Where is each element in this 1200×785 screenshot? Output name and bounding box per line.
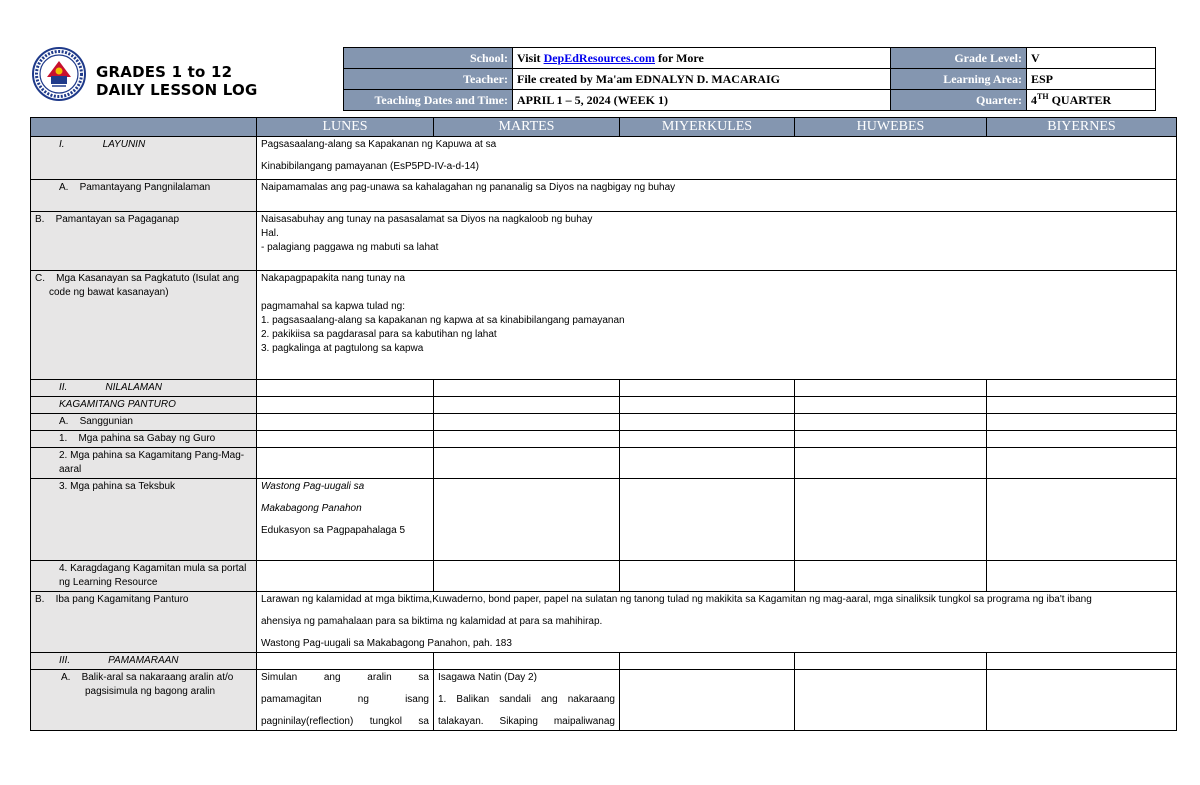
- teaching-dates-value: APRIL 1 – 5, 2024 (WEEK 1): [513, 90, 891, 111]
- deped-seal-logo: [32, 47, 86, 101]
- cell: [257, 397, 434, 414]
- balik-aral-martes: Isagawa Natin (Day 2) 1. Balikan sandali ang nakaraang talakayan. Sikaping maipaliwanag: [434, 670, 620, 731]
- lesson-info-table: [343, 47, 1156, 111]
- balik-aral-lunes: Simulan ang aralin sa pamamagitan ng isang pagninilay(reflection) tungkol sa: [257, 670, 434, 731]
- page-title: [96, 63, 258, 99]
- grade-level-label: Grade Level:: [891, 48, 1027, 69]
- cell: [987, 479, 1177, 561]
- school-value: Visit DepEdResources.com for More: [513, 48, 891, 69]
- row-label-kagamitan: KAGAMITANG PANTURO: [31, 397, 257, 414]
- cell: [620, 397, 795, 414]
- cell: [795, 653, 987, 670]
- day-header-huwebes: HUWEBES: [795, 118, 987, 137]
- quarter-value: 4TH QUARTER: [1027, 90, 1156, 111]
- table-row: [31, 592, 1177, 653]
- table-row: [31, 670, 1177, 731]
- day-header-row: [31, 118, 1177, 137]
- cell: [795, 380, 987, 397]
- cell: [434, 397, 620, 414]
- cell: [620, 414, 795, 431]
- cell: [620, 561, 795, 592]
- learning-area-value: ESP: [1027, 69, 1156, 90]
- pangnilalaman-content: Naipamamalas ang pag-unawa sa kahalagahan ng pananalig sa Diyos na nagbigay ng buhay: [257, 180, 1177, 212]
- cell: [987, 414, 1177, 431]
- row-label-layunin: I. LAYUNIN: [31, 137, 257, 180]
- row-label-iba-pa: B. Iba pang Kagamitang Panturo: [31, 592, 257, 653]
- cell: [434, 561, 620, 592]
- cell: [257, 431, 434, 448]
- cell: [434, 448, 620, 479]
- cell: [620, 670, 795, 731]
- cell: [257, 414, 434, 431]
- day-header-lunes: LUNES: [257, 118, 434, 137]
- quarter-label: Quarter:: [891, 90, 1027, 111]
- kasanayan-content: Nakapagpapakita nang tunay na pagmamahal sa kapwa tulad ng: 1. pagsasaalang-alang sa kapakanan ng kapwa at sa kinabibilangang pamayanan 2. pakikiisa sa pagdarasal para sa kabutihan ng lahat 3. pagkalinga at pagtulong sa kapwa: [257, 271, 1177, 380]
- table-row: [31, 397, 1177, 414]
- pagganap-content: Naisasabuhay ang tunay na pasasalamat sa Diyos na nagkaloob ng buhay Hal. - palagiang paggawa ng mabuti sa lahat: [257, 212, 1177, 271]
- cell: [620, 380, 795, 397]
- row-label-pangnilalaman: A. Pamantayang Pangnilalaman: [31, 180, 257, 212]
- cell: [257, 380, 434, 397]
- iba-pa-content: Larawan ng kalamidad at mga biktima,Kuwaderno, bond paper, papel na sulatan ng tanong tulad ng makikita sa Kagamitan ng mag-aaral, mga sinaliksik tungkol sa programa ng iba't ibang ahensiya ng pamahalaan para sa biktima ng kalamidad at para sa mahihirap. Wastong Pag-uugali sa Makabagong Panahon, pah. 183: [257, 592, 1177, 653]
- table-row: [31, 479, 1177, 561]
- corner-cell: [31, 118, 257, 137]
- table-row: [31, 561, 1177, 592]
- table-row: [31, 380, 1177, 397]
- row-label-pamamaraan: III. PAMAMARAAN: [31, 653, 257, 670]
- table-row: [31, 448, 1177, 479]
- cell: [795, 561, 987, 592]
- table-row: [31, 653, 1177, 670]
- table-row: [31, 271, 1177, 380]
- cell: [795, 414, 987, 431]
- cell: [795, 479, 987, 561]
- cell: [987, 448, 1177, 479]
- cell: [620, 448, 795, 479]
- cell: [987, 397, 1177, 414]
- cell: [795, 670, 987, 731]
- cell: [620, 653, 795, 670]
- school-label: School:: [344, 48, 513, 69]
- row-label-nilalaman: II. NILALAMAN: [31, 380, 257, 397]
- cell: [434, 479, 620, 561]
- row-label-sanggunian: A. Sanggunian: [31, 414, 257, 431]
- cell: [987, 431, 1177, 448]
- teacher-value: File created by Ma'am EDNALYN D. MACARAIG: [513, 69, 891, 90]
- cell: [987, 380, 1177, 397]
- cell: [987, 670, 1177, 731]
- cell: [434, 653, 620, 670]
- day-header-martes: MARTES: [434, 118, 620, 137]
- day-header-miyerkules: MIYERKULES: [620, 118, 795, 137]
- row-label-karagdagang: 4. Karagdagang Kagamitan mula sa portal ng Learning Resource: [31, 561, 257, 592]
- row-label-balik-aral: A. Balik-aral sa nakaraang aralin at/o pagsisimula ng bagong aralin: [31, 670, 257, 731]
- table-row: [31, 414, 1177, 431]
- cell: [257, 561, 434, 592]
- teaching-dates-label: Teaching Dates and Time:: [344, 90, 513, 111]
- row-label-gabay: 1. Mga pahina sa Gabay ng Guro: [31, 431, 257, 448]
- grade-level-value: V: [1027, 48, 1156, 69]
- cell: [795, 431, 987, 448]
- title-line-1: GRADES 1 to 12: [96, 63, 233, 81]
- cell: [620, 479, 795, 561]
- cell: [987, 653, 1177, 670]
- row-label-pagganap: B. Pamantayan sa Pagaganap: [31, 212, 257, 271]
- cell: [257, 653, 434, 670]
- cell: [795, 448, 987, 479]
- day-header-biyernes: BIYERNES: [987, 118, 1177, 137]
- table-row: [31, 137, 1177, 180]
- depedresources-link[interactable]: DepEdResources.com: [543, 50, 655, 65]
- cell: [434, 380, 620, 397]
- teksbuk-lunes: Wastong Pag-uugali sa Makabagong Panahon Edukasyon sa Pagpapahalaga 5: [257, 479, 434, 561]
- row-label-kagamitang-pang: 2. Mga pahina sa Kagamitang Pang-Mag-aaral: [31, 448, 257, 479]
- teacher-label: Teacher:: [344, 69, 513, 90]
- cell: [987, 561, 1177, 592]
- learning-area-label: Learning Area:: [891, 69, 1027, 90]
- lesson-log-table: [30, 117, 1177, 731]
- cell: [434, 431, 620, 448]
- cell: [257, 448, 434, 479]
- layunin-content: Pagsasaalang-alang sa Kapakanan ng Kapuwa at sa Kinabibilangang pamayanan (EsP5PD-IV-a-d-14): [257, 137, 1177, 180]
- cell: [795, 397, 987, 414]
- table-row: [31, 212, 1177, 271]
- title-line-2: DAILY LESSON LOG: [96, 81, 258, 99]
- table-row: [31, 431, 1177, 448]
- cell: [620, 431, 795, 448]
- table-row: [31, 180, 1177, 212]
- cell: [434, 414, 620, 431]
- row-label-teksbuk: 3. Mga pahina sa Teksbuk: [31, 479, 257, 561]
- row-label-kasanayan: C. Mga Kasanayan sa Pagkatuto (Isulat ang code ng bawat kasanayan): [31, 271, 257, 380]
